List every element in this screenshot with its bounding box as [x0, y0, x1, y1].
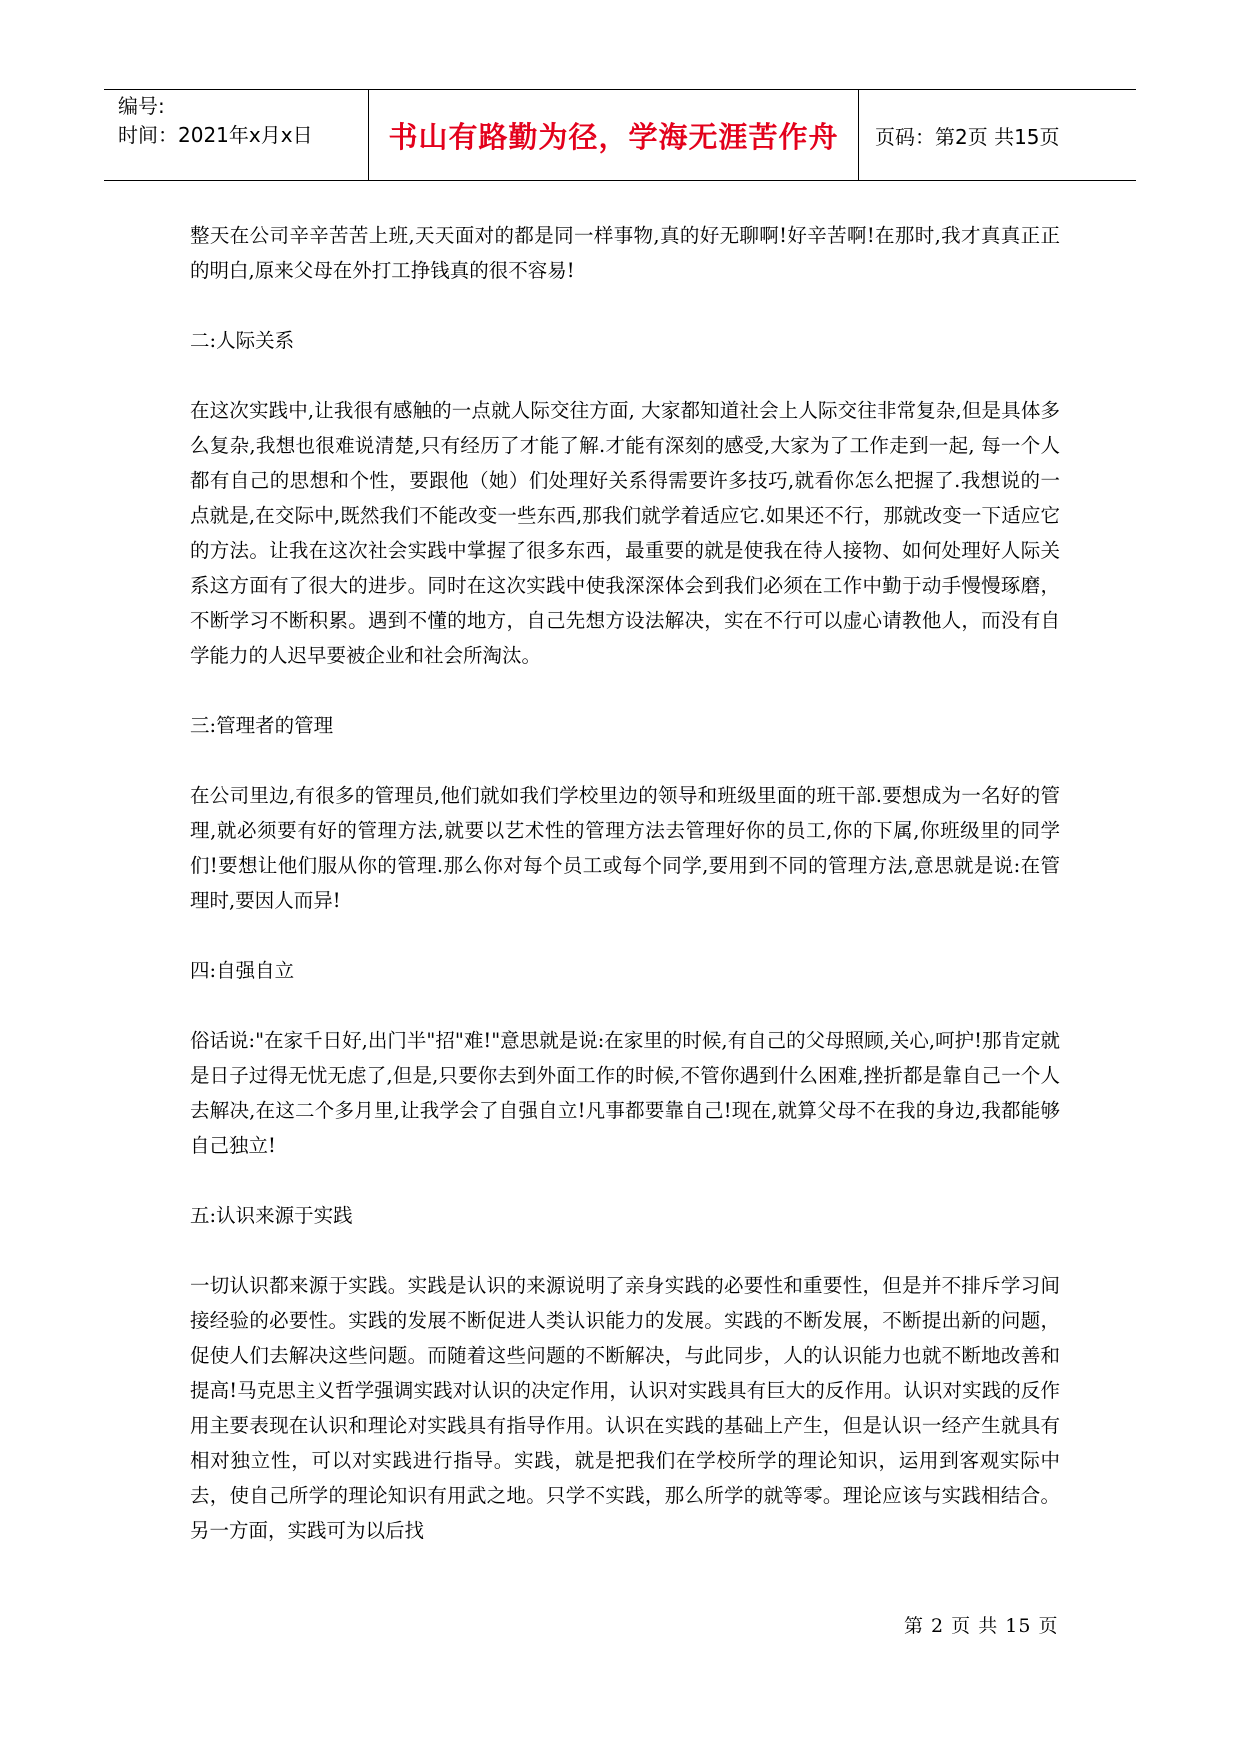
time-label: 时间：2021年x月x日 — [118, 123, 313, 147]
section-heading-2: 二:人际关系 — [190, 329, 295, 352]
paragraph-5: 一切认识都来源于实践。实践是认识的来源说明了亲身实践的必要性和重要性，但是并不排斥学习间接经验的必要性。实践的发展不断促进人类认识能力的发展。实践的不断发展，不断提出新的问题，促使人们去解决这些问题。而随着这些问题的不断解决，与此同步，人的认识能力也就不断地改善和提高!马克思主义哲学强调实践对认识的决定作用，认识对实践具有巨大的反作用。认识对实践的反作用主要表现在认识和理论对实践具有指导作用。认识在实践的基础上产生，但是认识一经产生就具有相对独立性，可以对实践进行指导。实践，就是把我们在学校所学的理论知识，运用到客观实际中去，使自己所学的理论知识有用武之地。只学不实践，那么所学的就等零。理论应该与实践相结合。另一方面，实践可为以后找 — [190, 1274, 1060, 1542]
section-heading-5: 五:认识来源于实践 — [190, 1204, 353, 1227]
paragraph-4: 俗话说:"在家千日好,出门半"招"难!"意思就是说:在家里的时候,有自己的父母照顾,关心,呵护!那肯定就是日子过得无忧无虑了,但是,只要你去到外面工作的时候,不管你遇到什么困难,挫折都是靠自己一个人去解决,在这二个多月里,让我学会了自强自立!凡事都要靠自己!现在,就算父母不在我的身边,我都能够自己独立! — [190, 1029, 1060, 1157]
header-page-label: 页码：第2页 共15页 — [875, 124, 1060, 149]
section-heading-3: 三:管理者的管理 — [190, 714, 334, 737]
number-label: 编号: — [118, 94, 165, 118]
document-body — [190, 218, 1060, 1583]
page-footer: 第 2 页 共 15 页 — [904, 1615, 1059, 1637]
section-heading-4: 四:自强自立 — [190, 959, 295, 982]
page-header — [104, 89, 1136, 181]
header-meta — [104, 90, 369, 180]
header-slogan: 书山有路勤为径，学海无涯苦作舟 — [369, 90, 859, 180]
paragraph-3: 在公司里边,有很多的管理员,他们就如我们学校里边的领导和班级里面的班干部.要想成为一名好的管理,就必须要有好的管理方法,就要以艺术性的管理方法去管理好你的员工,你的下属,你班级里的同学们!要想让他们服从你的管理.那么你对每个员工或每个同学,要用到不同的管理方法,意思就是说:在管理时,要因人而异! — [190, 784, 1060, 912]
paragraph-2: 在这次实践中,让我很有感触的一点就人际交往方面, 大家都知道社会上人际交往非常复杂,但是具体多么复杂,我想也很难说清楚,只有经历了才能了解.才能有深刻的感受,大家为了工作走到一起, 每一个人都有自己的思想和个性，要跟他（她）们处理好关系得需要许多技巧,就看你怎么把握了.我想说的一点就是,在交际中,既然我们不能改变一些东西,那我们就学着适应它.如果还不行，那就改变一下适应它的方法。让我在这次社会实践中掌握了很多东西，最重要的就是使我在待人接物、如何处理好人际关系这方面有了很大的进步。同时在这次实践中使我深深体会到我们必须在工作中勤于动手慢慢琢磨，不断学习不断积累。遇到不懂的地方，自己先想方设法解决，实在不行可以虚心请教他人，而没有自学能力的人迟早要被企业和社会所淘汰。 — [190, 399, 1060, 667]
paragraph-1: 整天在公司辛辛苦苦上班,天天面对的都是同一样事物,真的好无聊啊!好辛苦啊!在那时,我才真真正正的明白,原来父母在外打工挣钱真的很不容易! — [190, 224, 1060, 282]
